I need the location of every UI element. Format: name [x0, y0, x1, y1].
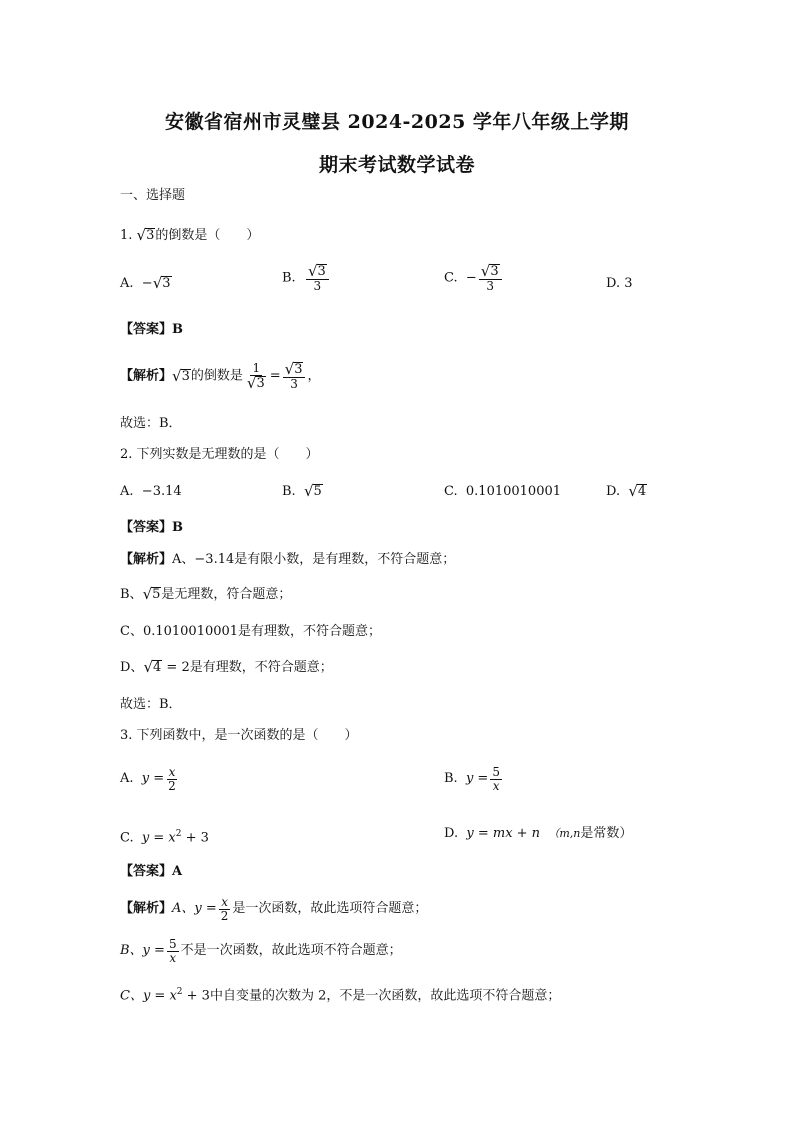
- question-3: 3. 下列函数中，是一次函数的是（ ）: [120, 728, 358, 743]
- q2-option-b: B. √ 5: [282, 481, 322, 500]
- q1-option-b: B. √ 3 3: [282, 264, 331, 293]
- q3-analysis-c: C、$y = x^2 + 3$中自变量的次数为 2，不是一次函数，故此选项不符合题意；: [120, 987, 561, 1004]
- q2-analysis-d: D、 √ 4 = 2是有理数，不符合题意；: [120, 657, 333, 676]
- q2-answer: 【答案】B: [120, 520, 183, 535]
- q1-option-a: A. − √ 3: [120, 273, 171, 292]
- q1-analysis: 【解析】 √ 3 的倒数是 1 √ 3 = √ 3 3 ，: [120, 360, 321, 392]
- q1-answer: 【答案】B: [120, 322, 183, 337]
- question-number: 1.: [120, 228, 133, 243]
- q3-option-b: B. y = $\frac{5}{x}$: [444, 765, 500, 793]
- q3-analysis-a: 【解析】A、y = $\frac{x}{2}$ 是一次函数，故此选项符合题意；: [120, 895, 428, 923]
- question-1: [120, 226, 259, 246]
- question-text: 的倒数是（ ）: [155, 228, 260, 243]
- q1-choose: 故选：B．: [120, 416, 182, 431]
- q3-analysis-b: B、y = $\frac{5}{x}$ 不是一次函数，故此选项不符合题意；: [120, 937, 402, 965]
- title-line-2: 期末考试数学试卷: [318, 154, 475, 176]
- sqrt-expression: √ 3: [136, 225, 155, 244]
- q1-option-c: C. − √ 3 3: [444, 264, 504, 293]
- q1-option-d: D. 3: [606, 276, 633, 291]
- q2-analysis-b: B、 √ 5 是无理数，符合题意；: [120, 584, 292, 603]
- q3-option-a: A. y = $\frac{x}{2}$: [120, 765, 176, 793]
- section-heading: 一、选择题: [120, 188, 186, 203]
- q2-analysis-c: C、0.1010010001是有理数，不符合题意；: [120, 624, 382, 639]
- title-line-1: 安徽省宿州市灵璧县 2024-2025 学年八年级上学期: [165, 111, 629, 133]
- q2-option-a: A. −3.14: [120, 484, 182, 499]
- q2-option-c: C. 0.1010010001: [444, 484, 562, 499]
- q3-answer: 【答案】A: [120, 864, 183, 879]
- q2-analysis-a: 【解析】A、−3.14是有限小数，是有理数，不符合题意；: [120, 552, 456, 567]
- q3-option-d: D. y = mx + n （m,n是常数）: [444, 826, 633, 841]
- q3-option-c: C. $y = x^2 + 3$: [120, 829, 209, 846]
- q2-choose: 故选：B．: [120, 697, 182, 712]
- question-2: 2. 下列实数是无理数的是（ ）: [120, 447, 319, 462]
- q2-option-d: D. √ 4: [606, 481, 647, 500]
